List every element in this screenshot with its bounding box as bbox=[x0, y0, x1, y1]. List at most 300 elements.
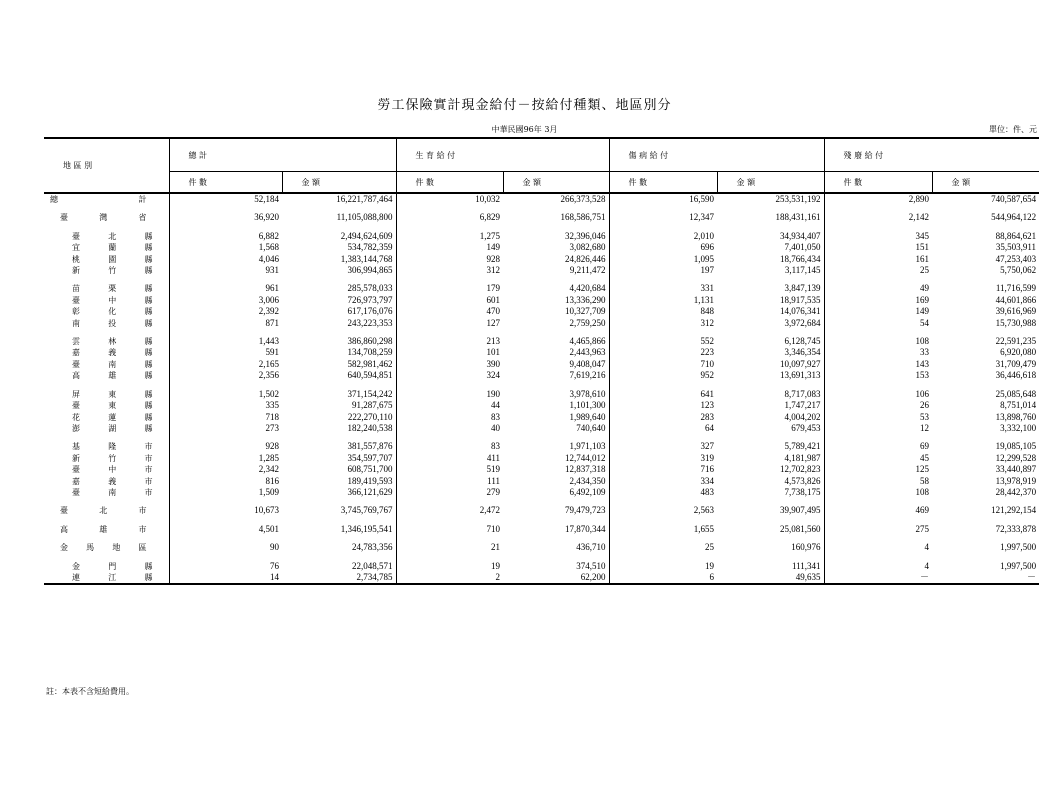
count-header bbox=[396, 172, 503, 194]
amount-cell: 17,870,344 bbox=[503, 524, 609, 535]
amount-cell: 3,346,354 bbox=[717, 347, 824, 358]
count-cell: 161 bbox=[915, 253, 930, 264]
spacer-cell bbox=[932, 205, 1039, 212]
count-cell: 1,285 bbox=[258, 452, 279, 463]
table-row bbox=[44, 231, 1039, 242]
spacer-cell bbox=[932, 434, 1039, 441]
spacer-cell bbox=[396, 434, 503, 441]
amount-cell: 111,341 bbox=[717, 561, 824, 572]
spacer-cell bbox=[503, 434, 609, 441]
count-cell: 275 bbox=[915, 523, 930, 534]
spacer-row bbox=[44, 517, 1039, 524]
count-cell: 4 bbox=[924, 542, 930, 553]
count-cell: 90 bbox=[270, 542, 279, 553]
table-row bbox=[44, 295, 1039, 306]
amount-cell: 91,287,675 bbox=[282, 400, 396, 411]
count-cell: 83 bbox=[491, 441, 501, 452]
count-cell: 345 bbox=[915, 230, 930, 241]
count-cell: 928 bbox=[265, 441, 279, 452]
amount-cell: 25,081,560 bbox=[717, 524, 824, 535]
count-cell: 2,472 bbox=[479, 505, 501, 516]
amount-cell: 243,223,353 bbox=[282, 318, 396, 329]
spacer-cell bbox=[44, 382, 169, 389]
spacer-cell bbox=[169, 517, 282, 524]
spacer-cell bbox=[609, 224, 717, 231]
group-header-maternity-label: 生 育 給 付 bbox=[415, 150, 456, 160]
amount-cell: 2,759,250 bbox=[503, 318, 609, 329]
count-cell: 19 bbox=[705, 560, 715, 571]
spacer-cell bbox=[44, 498, 169, 505]
table-row bbox=[44, 242, 1039, 253]
count-cell: 64 bbox=[705, 422, 715, 433]
spacer-cell bbox=[824, 434, 932, 441]
amount-cell: 121,292,154 bbox=[991, 505, 1037, 516]
amount-cell: 253,531,192 bbox=[717, 193, 824, 205]
region-name: 臺 灣 省 bbox=[44, 212, 169, 223]
count-cell: 12,347 bbox=[689, 212, 715, 223]
region-name: 桃 園 縣 bbox=[44, 254, 169, 265]
spacer-cell bbox=[932, 498, 1039, 505]
amount-cell: 36,446,618 bbox=[995, 370, 1037, 381]
amount-cell: 33,440,897 bbox=[995, 464, 1037, 475]
amount-cell: － bbox=[932, 572, 1039, 584]
spacer-cell bbox=[932, 517, 1039, 524]
spacer-cell bbox=[609, 535, 717, 542]
footnote: 註：本表不含短給費用。 bbox=[46, 687, 134, 696]
count-header bbox=[824, 172, 932, 194]
table-row bbox=[44, 370, 1039, 381]
region-name: 臺 東 縣 bbox=[44, 400, 169, 411]
spacer-row bbox=[44, 382, 1039, 389]
amount-cell: 1,997,500 bbox=[1000, 542, 1037, 553]
count-cell: 716 bbox=[700, 464, 715, 475]
amount-cell: 35,503,911 bbox=[995, 242, 1037, 253]
spacer-cell bbox=[932, 382, 1039, 389]
region-name: 基 隆 市 bbox=[44, 441, 169, 452]
count-cell: 108 bbox=[915, 336, 930, 347]
count-cell: 169 bbox=[915, 294, 930, 305]
spacer-cell bbox=[717, 276, 824, 283]
count-cell: 552 bbox=[700, 336, 715, 347]
spacer-cell bbox=[282, 554, 396, 561]
amount-cell: 4,181,987 bbox=[717, 453, 824, 464]
amount-cell: 11,716,599 bbox=[995, 283, 1037, 294]
amount-cell: 354,597,707 bbox=[282, 453, 396, 464]
amount-cell: 88,864,621 bbox=[995, 230, 1037, 241]
count-cell: 335 bbox=[265, 400, 279, 411]
count-cell: 45 bbox=[920, 452, 930, 463]
count-cell: 1,655 bbox=[693, 523, 715, 534]
count-cell: 106 bbox=[915, 388, 930, 399]
spacer-cell bbox=[609, 276, 717, 283]
amount-cell: 19,085,105 bbox=[995, 441, 1037, 452]
spacer-cell bbox=[396, 554, 503, 561]
amount-cell: 13,691,313 bbox=[717, 370, 824, 381]
region-name: 臺 南 市 bbox=[44, 487, 169, 498]
amount-cell: 160,976 bbox=[717, 542, 824, 553]
table-row bbox=[44, 524, 1039, 535]
table-row bbox=[44, 453, 1039, 464]
statistics-table-container bbox=[44, 137, 1039, 585]
count-cell: 641 bbox=[700, 388, 715, 399]
count-cell: 190 bbox=[486, 388, 501, 399]
spacer-row bbox=[44, 205, 1039, 212]
count-cell: 331 bbox=[700, 283, 715, 294]
amount-cell: 24,826,446 bbox=[503, 254, 609, 265]
spacer-cell bbox=[609, 498, 717, 505]
amount-cell: 366,121,629 bbox=[282, 487, 396, 498]
count-cell: 319 bbox=[700, 452, 715, 463]
table-row bbox=[44, 505, 1039, 516]
count-cell: 33 bbox=[920, 347, 930, 358]
count-cell: 101 bbox=[486, 347, 501, 358]
count-cell: 2,165 bbox=[258, 358, 279, 369]
count-header bbox=[169, 172, 282, 194]
spacer-cell bbox=[396, 498, 503, 505]
table-row bbox=[44, 318, 1039, 329]
spacer-cell bbox=[932, 224, 1039, 231]
amount-cell: 7,738,175 bbox=[717, 487, 824, 498]
amount-cell: 189,419,593 bbox=[282, 476, 396, 487]
amount-cell: 534,782,359 bbox=[282, 242, 396, 253]
spacer-cell bbox=[169, 554, 282, 561]
spacer-cell bbox=[609, 329, 717, 336]
count-cell: 1,275 bbox=[479, 230, 501, 241]
spacer-cell bbox=[824, 498, 932, 505]
table-row bbox=[44, 423, 1039, 434]
region-name: 新 竹 市 bbox=[44, 453, 169, 464]
spacer-cell bbox=[717, 329, 824, 336]
amount-cell: 14,076,341 bbox=[717, 306, 824, 317]
amount-cell: 740,640 bbox=[503, 423, 609, 434]
count-cell: 52,184 bbox=[254, 194, 279, 204]
table-row bbox=[44, 265, 1039, 276]
count-cell: 111 bbox=[487, 475, 501, 486]
count-cell: 469 bbox=[915, 505, 930, 516]
spacer-cell bbox=[44, 434, 169, 441]
region-name: 臺 北 縣 bbox=[44, 231, 169, 242]
count-cell: 1,095 bbox=[693, 253, 715, 264]
count-cell: 390 bbox=[486, 358, 501, 369]
count-cell: 1,509 bbox=[258, 486, 279, 497]
count-cell: 952 bbox=[700, 370, 715, 381]
spacer-cell bbox=[503, 554, 609, 561]
spacer-cell bbox=[503, 535, 609, 542]
spacer-cell bbox=[44, 535, 169, 542]
region-name: 臺 中 縣 bbox=[44, 295, 169, 306]
spacer-cell bbox=[282, 224, 396, 231]
region-name: 屏 東 縣 bbox=[44, 389, 169, 400]
count-cell: 83 bbox=[491, 411, 501, 422]
count-cell: 6 bbox=[609, 572, 717, 584]
region-name: 苗 栗 縣 bbox=[44, 283, 169, 294]
amount-cell: 4,573,826 bbox=[717, 476, 824, 487]
count-cell: 718 bbox=[265, 411, 279, 422]
amount-cell: 18,766,434 bbox=[717, 254, 824, 265]
amount-cell: 3,978,610 bbox=[503, 389, 609, 400]
region-name: 宜 蘭 縣 bbox=[44, 242, 169, 253]
table-row bbox=[44, 336, 1039, 347]
spacer-cell bbox=[44, 329, 169, 336]
region-name: 高 雄 市 bbox=[44, 524, 169, 535]
amount-cell: 3,117,145 bbox=[717, 265, 824, 276]
amount-cell: 1,747,217 bbox=[717, 400, 824, 411]
count-cell: 324 bbox=[486, 370, 501, 381]
amount-header bbox=[717, 172, 824, 194]
amount-header bbox=[932, 172, 1039, 194]
count-cell: 127 bbox=[486, 317, 501, 328]
amount-cell: 13,898,760 bbox=[995, 411, 1037, 422]
count-cell: 21 bbox=[491, 542, 501, 553]
spacer-cell bbox=[282, 329, 396, 336]
amount-cell: 7,619,216 bbox=[503, 370, 609, 381]
count-header-label: 件 數 bbox=[188, 177, 208, 187]
spacer-row bbox=[44, 554, 1039, 561]
amount-cell: 49,635 bbox=[717, 572, 824, 584]
count-cell: 4,046 bbox=[258, 253, 279, 264]
count-cell: 197 bbox=[700, 265, 715, 276]
count-cell: 1,131 bbox=[693, 294, 715, 305]
amount-header bbox=[503, 172, 609, 194]
amount-cell: 2,443,963 bbox=[503, 347, 609, 358]
count-cell: 108 bbox=[915, 486, 930, 497]
region-name: 南 投 縣 bbox=[44, 318, 169, 329]
spacer-cell bbox=[824, 224, 932, 231]
count-cell: 10,032 bbox=[475, 194, 501, 204]
amount-cell: 31,709,479 bbox=[995, 358, 1037, 369]
amount-cell: 8,751,014 bbox=[1000, 400, 1037, 411]
count-cell: 153 bbox=[915, 370, 930, 381]
count-cell: 149 bbox=[915, 306, 930, 317]
count-cell: 2 bbox=[396, 572, 503, 584]
spacer-cell bbox=[503, 276, 609, 283]
region-name: 連 江 縣 bbox=[44, 572, 169, 584]
spacer-cell bbox=[282, 517, 396, 524]
count-cell: 6,829 bbox=[479, 212, 501, 223]
count-cell: 696 bbox=[700, 242, 715, 253]
spacer-cell bbox=[609, 434, 717, 441]
spacer-cell bbox=[824, 276, 932, 283]
amount-cell: 1,101,300 bbox=[503, 400, 609, 411]
spacer-row bbox=[44, 224, 1039, 231]
count-cell: 44 bbox=[491, 400, 501, 411]
spacer-row bbox=[44, 434, 1039, 441]
spacer-cell bbox=[824, 535, 932, 542]
amount-cell: 12,837,318 bbox=[503, 464, 609, 475]
count-header bbox=[609, 172, 717, 194]
table-row bbox=[44, 412, 1039, 423]
table-row bbox=[44, 487, 1039, 498]
table-row bbox=[44, 464, 1039, 475]
spacer-cell bbox=[932, 276, 1039, 283]
amount-cell: 39,616,969 bbox=[995, 306, 1037, 317]
table-row bbox=[44, 306, 1039, 317]
spacer-cell bbox=[717, 382, 824, 389]
count-cell: 710 bbox=[700, 358, 715, 369]
amount-cell: 12,702,823 bbox=[717, 464, 824, 475]
region-name: 金 門 縣 bbox=[44, 561, 169, 572]
count-cell: 213 bbox=[486, 336, 501, 347]
spacer-cell bbox=[396, 224, 503, 231]
group-header-disability bbox=[824, 138, 1039, 172]
amount-cell: 79,479,723 bbox=[503, 505, 609, 516]
amount-cell: 188,431,161 bbox=[717, 212, 824, 223]
amount-cell: 1,989,640 bbox=[503, 412, 609, 423]
amount-cell: 8,717,083 bbox=[717, 389, 824, 400]
amount-cell: 22,591,235 bbox=[995, 336, 1037, 347]
count-cell: 125 bbox=[915, 464, 930, 475]
amount-cell: 25,085,648 bbox=[995, 388, 1037, 399]
region-name: 嘉 義 縣 bbox=[44, 347, 169, 358]
region-name: 花 蓮 縣 bbox=[44, 412, 169, 423]
count-cell: 591 bbox=[265, 347, 279, 358]
count-cell: 36,920 bbox=[254, 212, 279, 223]
spacer-cell bbox=[932, 329, 1039, 336]
group-header-total bbox=[169, 138, 396, 172]
region-name: 臺 中 市 bbox=[44, 464, 169, 475]
spacer-cell bbox=[503, 382, 609, 389]
amount-cell: 740,587,654 bbox=[991, 194, 1037, 204]
amount-cell: 72,333,878 bbox=[995, 523, 1037, 534]
count-cell: 273 bbox=[265, 422, 279, 433]
count-cell: 483 bbox=[700, 486, 715, 497]
amount-cell: 3,082,680 bbox=[503, 242, 609, 253]
count-cell: 2,563 bbox=[693, 505, 715, 516]
spacer-cell bbox=[282, 205, 396, 212]
amount-cell: 9,211,472 bbox=[503, 265, 609, 276]
count-cell: 54 bbox=[920, 317, 930, 328]
region-name: 總 計 bbox=[44, 193, 169, 205]
count-cell: 3,006 bbox=[258, 294, 279, 305]
amount-header-label: 金 額 bbox=[522, 177, 542, 187]
count-cell: 19 bbox=[491, 560, 501, 571]
amount-cell: 7,401,050 bbox=[717, 242, 824, 253]
region-name: 金 馬 地 區 bbox=[44, 542, 169, 553]
spacer-cell bbox=[609, 554, 717, 561]
count-cell: 69 bbox=[920, 441, 930, 452]
spacer-cell bbox=[503, 329, 609, 336]
table-row bbox=[44, 193, 1039, 205]
group-header-disability-label: 殘 廢 給 付 bbox=[843, 150, 884, 160]
count-cell: 10,673 bbox=[254, 505, 279, 516]
spacer-cell bbox=[503, 224, 609, 231]
spacer-cell bbox=[396, 329, 503, 336]
spacer-cell bbox=[503, 517, 609, 524]
amount-cell: 28,442,370 bbox=[995, 486, 1037, 497]
region-name: 臺 北 市 bbox=[44, 505, 169, 516]
amount-cell: 16,221,787,464 bbox=[282, 193, 396, 205]
amount-cell: 24,783,356 bbox=[282, 542, 396, 553]
spacer-cell bbox=[717, 517, 824, 524]
amount-cell: 266,373,528 bbox=[503, 193, 609, 205]
amount-cell: 10,327,709 bbox=[503, 306, 609, 317]
region-name: 澎 湖 縣 bbox=[44, 423, 169, 434]
amount-cell: 4,420,684 bbox=[503, 283, 609, 294]
spacer-cell bbox=[44, 554, 169, 561]
amount-cell: 1,346,195,541 bbox=[282, 524, 396, 535]
amount-cell: 2,734,785 bbox=[282, 572, 396, 584]
spacer-cell bbox=[932, 554, 1039, 561]
table-row bbox=[44, 283, 1039, 294]
amount-cell: 679,453 bbox=[717, 423, 824, 434]
amount-cell: 4,004,202 bbox=[717, 412, 824, 423]
count-cell: 12 bbox=[920, 422, 930, 433]
amount-cell: 1,997,500 bbox=[1000, 560, 1037, 571]
count-cell: 16,590 bbox=[689, 194, 715, 204]
count-cell: 2,010 bbox=[693, 230, 715, 241]
count-cell: 49 bbox=[920, 283, 930, 294]
spacer-cell bbox=[609, 517, 717, 524]
amount-cell: 22,048,571 bbox=[282, 561, 396, 572]
count-cell: 1,502 bbox=[258, 388, 279, 399]
spacer-cell bbox=[717, 205, 824, 212]
spacer-cell bbox=[282, 382, 396, 389]
spacer-cell bbox=[44, 224, 169, 231]
amount-header-label: 金 額 bbox=[951, 177, 971, 187]
statistics-table bbox=[44, 137, 1039, 585]
count-cell: 76 bbox=[270, 560, 279, 571]
unit-label: 單位：件、元 bbox=[989, 125, 1037, 134]
region-name: 彰 化 縣 bbox=[44, 306, 169, 317]
count-cell: 710 bbox=[486, 523, 501, 534]
count-cell: 2,890 bbox=[908, 194, 930, 204]
region-name: 新 竹 縣 bbox=[44, 265, 169, 276]
count-cell: 334 bbox=[700, 475, 715, 486]
spacer-cell bbox=[932, 535, 1039, 542]
spacer-cell bbox=[609, 382, 717, 389]
amount-cell: 386,860,298 bbox=[282, 336, 396, 347]
count-cell: 25 bbox=[920, 265, 930, 276]
amount-cell: 32,396,046 bbox=[503, 231, 609, 242]
count-cell: 1,568 bbox=[258, 242, 279, 253]
amount-cell: 12,299,528 bbox=[995, 452, 1037, 463]
count-cell: 1,443 bbox=[258, 336, 279, 347]
table-row bbox=[44, 561, 1039, 572]
group-header-sickness bbox=[609, 138, 824, 172]
amount-cell: 2,434,350 bbox=[503, 476, 609, 487]
spacer-cell bbox=[169, 205, 282, 212]
amount-cell: 617,176,076 bbox=[282, 306, 396, 317]
spacer-cell bbox=[282, 498, 396, 505]
count-cell: － bbox=[824, 572, 932, 584]
spacer-cell bbox=[396, 382, 503, 389]
amount-cell: 4,465,866 bbox=[503, 336, 609, 347]
count-cell: 327 bbox=[700, 441, 715, 452]
count-cell: 848 bbox=[700, 306, 715, 317]
count-header-label: 件 數 bbox=[843, 177, 863, 187]
spacer-cell bbox=[824, 205, 932, 212]
amount-cell: 5,750,062 bbox=[1000, 265, 1037, 276]
spacer-cell bbox=[169, 329, 282, 336]
table-row bbox=[44, 572, 1039, 584]
amount-cell: 5,789,421 bbox=[717, 441, 824, 452]
count-cell: 223 bbox=[700, 347, 715, 358]
spacer-cell bbox=[503, 498, 609, 505]
amount-cell: 608,751,700 bbox=[282, 464, 396, 475]
spacer-row bbox=[44, 498, 1039, 505]
count-header-label: 件 數 bbox=[415, 177, 435, 187]
amount-cell: 12,744,012 bbox=[503, 453, 609, 464]
amount-cell: 13,978,919 bbox=[995, 475, 1037, 486]
amount-cell: 306,994,865 bbox=[282, 265, 396, 276]
amount-cell: 544,964,122 bbox=[991, 212, 1037, 223]
amount-cell: 182,240,538 bbox=[282, 423, 396, 434]
amount-header-label: 金 額 bbox=[301, 177, 321, 187]
spacer-cell bbox=[169, 535, 282, 542]
amount-cell: 374,510 bbox=[503, 561, 609, 572]
spacer-cell bbox=[717, 224, 824, 231]
amount-cell: 6,492,109 bbox=[503, 487, 609, 498]
